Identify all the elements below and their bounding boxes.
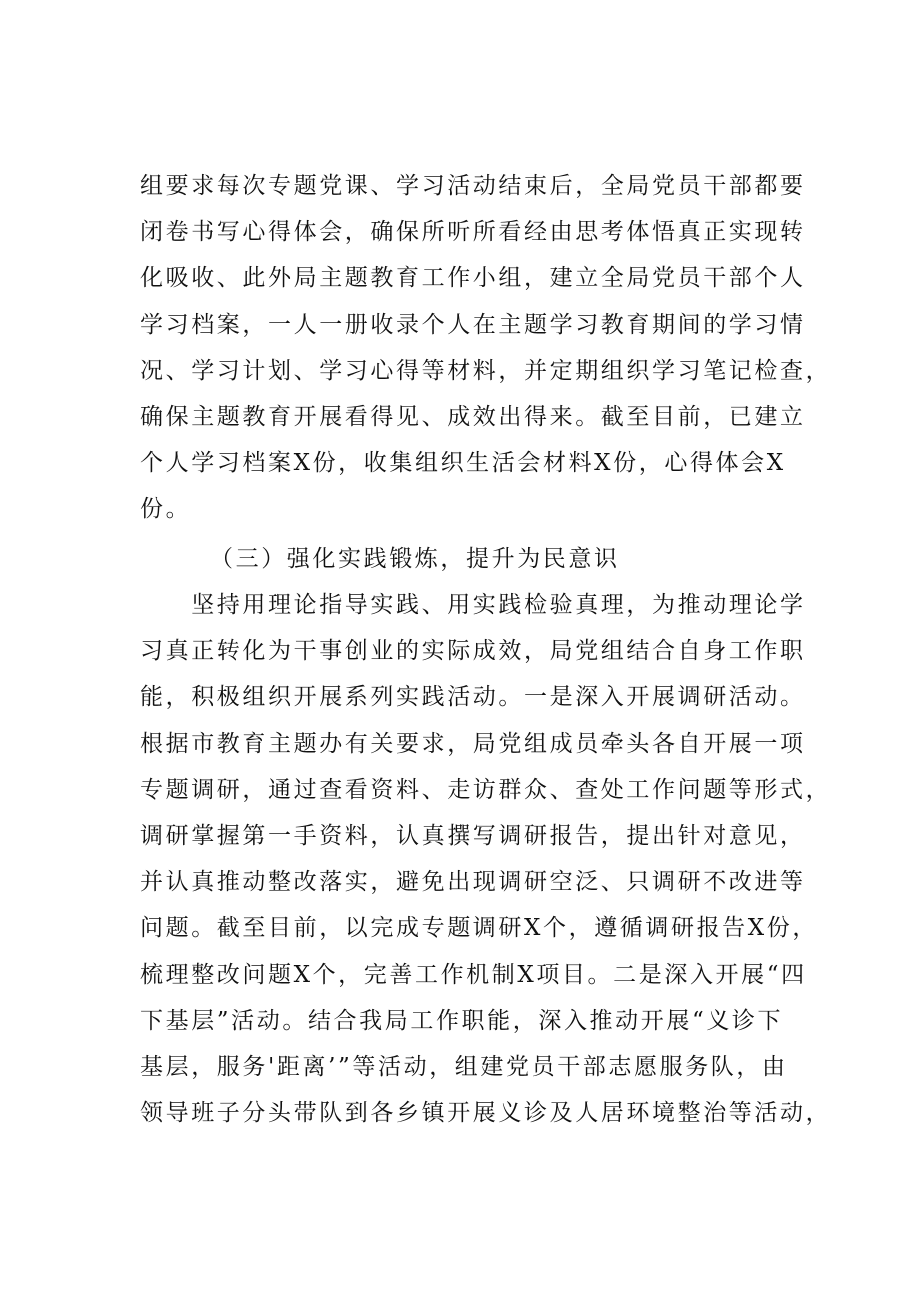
paragraph-line: 学习档案，一人一册收录个人在主题学习教育期间的学习情 — [140, 311, 806, 338]
paragraph-line: 份。 — [140, 496, 192, 523]
paragraph-line: 梳理整改问题X个，完善工作机制X项目。二是深入开展“四 — [140, 961, 807, 988]
paragraph-practice — [140, 582, 832, 1136]
paragraph-line: 能，积极组织开展系列实践活动。一是深入开展调研活动。 — [140, 684, 806, 711]
paragraph-line: 领导班子分头带队到各乡镇开展义诊及人居环境整治等活动， — [140, 1100, 832, 1127]
paragraph-continued — [140, 163, 832, 533]
paragraph-line: 专题调研，通过查看资料、走访群众、查处工作问题等形式， — [140, 776, 832, 803]
paragraph-line: 况、学习计划、学习心得等材料，并定期组织学习笔记检查， — [140, 357, 832, 384]
paragraph-line: 基层，服务'距离’”等活动，组建党员干部志愿服务队，由 — [140, 1053, 788, 1080]
paragraph-line: 闭卷书写心得体会，确保所听所看经由思考体悟真正实现转 — [140, 219, 806, 246]
paragraph-line: 问题。截至目前，以完成专题调研X个，遵循调研报告X份， — [140, 915, 818, 942]
section-heading: （三）强化实践锻炼，提升为民意识 — [210, 546, 620, 572]
paragraph-line: 化吸收、此外局主题教育工作小组，建立全局党员干部个人 — [140, 265, 806, 292]
paragraph-line: 下基层”活动。结合我局工作职能，深入推动开展“义诊下 — [140, 1007, 784, 1034]
paragraph-line: 组要求每次专题党课、学习活动结束后，全局党员干部都要 — [140, 173, 806, 199]
paragraph-line: 个人学习档案X份，收集组织生活会材料X份，心得体会X — [140, 450, 786, 477]
paragraph-line: 根据市教育主题办有关要求，局党组成员牵头各自开展一项 — [140, 730, 806, 757]
paragraph-line: 习真正转化为干事创业的实际成效，局党组结合自身工作职 — [140, 638, 806, 665]
paragraph-line: 并认真推动整改落实，避免出现调研空泛、只调研不改进等 — [140, 869, 806, 896]
paragraph-line: 坚持用理论指导实践、用实践检验真理，为推动理论学 — [140, 592, 806, 618]
paragraph-line: 确保主题教育开展看得见、成效出得来。截至目前，已建立 — [140, 403, 806, 430]
paragraph-line: 调研掌握第一手资料，认真撰写调研报告，提出针对意见， — [140, 822, 806, 849]
